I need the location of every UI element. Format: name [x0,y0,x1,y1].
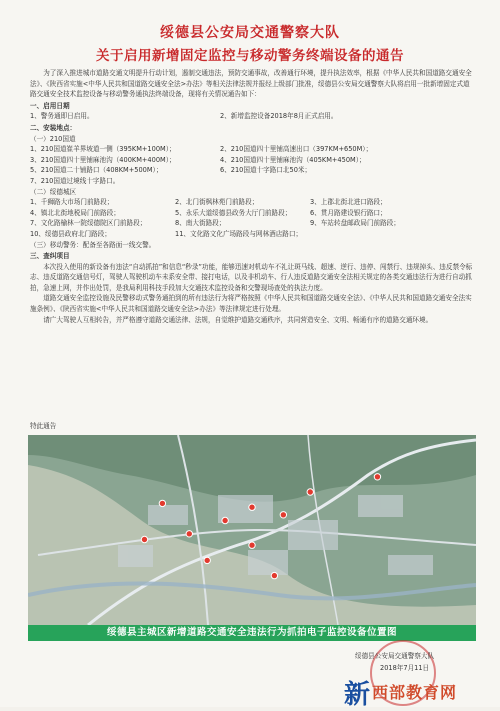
map-caption: 绥德县主城区新增道路交通安全违法行为抓拍电子监控设备位置图 [28,625,476,641]
mobile-police-line: （三）移动警务：配备至各路面一线交警。 [30,240,156,249]
list-item: 1、警务通即日启用。 [30,112,94,121]
list-item: 6、贯月路建设银行路口； [310,208,387,217]
subheading-national-road: （一）210国道 [30,134,76,143]
list-item: 6、210国道十字路口北50米； [220,166,312,175]
aerial-map [28,435,476,625]
list-item: 2、210国道四十里铺高速出口（397KM+650M）； [220,145,373,154]
list-item: 3、上郡北街北进口路段； [310,198,387,207]
camera-marker-icon [186,531,192,537]
list-item [30,218,474,229]
aerial-map-image [28,435,476,625]
list-item: 10、绥德县政府北门路段； [30,229,111,238]
list-item [30,197,474,208]
paragraph: 道路交通安全监控设施及民警移动式警务通拍到的所有违法行为将严格按照《中华人民共和国道路交通安全法》、《中华人民共和国道路交通安全法实施条例》、《陕西省实施<中华人民共和国道路交通安全法>办法》等法律规定进行处理。 [30,294,472,314]
list-item [30,155,474,166]
page-title: 绥德县公安局交通警察大队 [160,25,340,41]
list-item [30,208,474,219]
camera-marker-icon [374,474,380,480]
list-item: 7、210国道过境线十字路口。 [30,176,120,185]
list-item [30,229,474,240]
list-item [30,165,474,176]
notice-body [30,68,474,325]
list-item: 7、文化路榆林一院绥德院区门前路段； [30,219,147,228]
signature-date: 2018年7月11日 [380,664,430,672]
watermark-logo-icon: 新 [344,680,371,710]
list-item: 4、210国道四十里铺麻池沟（405KM+450M）； [220,155,366,164]
list-item: 5、永乐大道绥德县政务大厅门前路段； [175,208,292,217]
camera-marker-icon [159,500,165,506]
camera-marker-icon [249,542,255,548]
list-item: 3、210国道四十里铺麻池沟（400KM+400M）； [30,155,176,164]
camera-marker-icon [141,536,147,542]
list-item: 11、文化路文化广场路段与网林酒店路口； [175,229,303,238]
list-item: 4、镇北北街地税局门前路段； [30,208,120,217]
list-item: 5、210国道二十铺路口（408KM+500M）； [30,166,163,175]
list-item: 9、车站转盘邮政局门前路段； [310,219,400,228]
paragraph: 请广大驾驶人互相转告，并严格遵守道路交通法律、法规，自觉维护道路交通秩序，共同营造安全、文明、畅通有序的道路交通环境。 [43,315,433,324]
section-heading-items: 三、查纠项目 [30,252,70,261]
camera-marker-icon [307,489,313,495]
list-item: 2、新增监控设备2018年8月正式启用。 [220,112,338,121]
camera-marker-icon [271,572,277,578]
list-item: 8、南大街路段； [175,219,226,228]
list-item: 1、210国道崔羊界坡道一侧（395KM+100M）； [30,145,176,154]
list-item [30,176,474,187]
subheading-city: （二）绥德城区 [30,187,77,196]
camera-marker-icon [280,512,286,518]
paragraph: 本次投入使用的新设备有违法“自动抓拍”和信息“秒录”功能，能够迅速对机动车不礼让斑马线、超速、逆行、违停、闯禁行、违规掉头、违反禁令标志、违反道路交通信号灯，驾驶人驾驶机动车未系安全带、接打电话，以及非机动车、行人违反道路交通安全法相关规定的各类交通违法行为进行自动抓拍，急速上网，并作出处罚，是我局利用科技手段加大交通技术监控设备和交警现场查处的执法力度。 [30,262,473,292]
signature-org: 绥德县公安局交通警察大队 [355,652,435,660]
camera-marker-icon [249,504,255,510]
camera-marker-icon [204,557,210,563]
list-item: 1、千狮路大市场门前路段； [30,198,114,207]
section-heading-location: 二、安装地点： [30,123,77,132]
camera-marker-icon [222,517,228,523]
watermark-text: 西部教育网 [372,683,458,702]
intro-paragraph: 为了深入推进城市道路交通文明提升行动计划，遏制交通违法，预防交通事故，改善通行环境，提升执法效率，根据《中华人民共和国道路交通安全法》、《陕西省实施<中华人民共和国道路交通安全法>办法》等相关法律法规并报经上级部门批准，绥德县公安局交通警察大队将启用一批新增固定式道路交通安全技术监控设备与移动警务通执法终端设备，现将有关情况通告如下： [30,69,472,99]
list-item [30,144,474,155]
closing-text: 特此通告 [30,422,57,430]
list-item: 2、北门街枫林苑门前路段； [175,198,259,207]
section-heading-date: 一、启用日期 [30,101,70,110]
page-subtitle: 关于启用新增固定监控与移动警务终端设备的通告 [96,48,404,64]
list-item [30,111,474,122]
